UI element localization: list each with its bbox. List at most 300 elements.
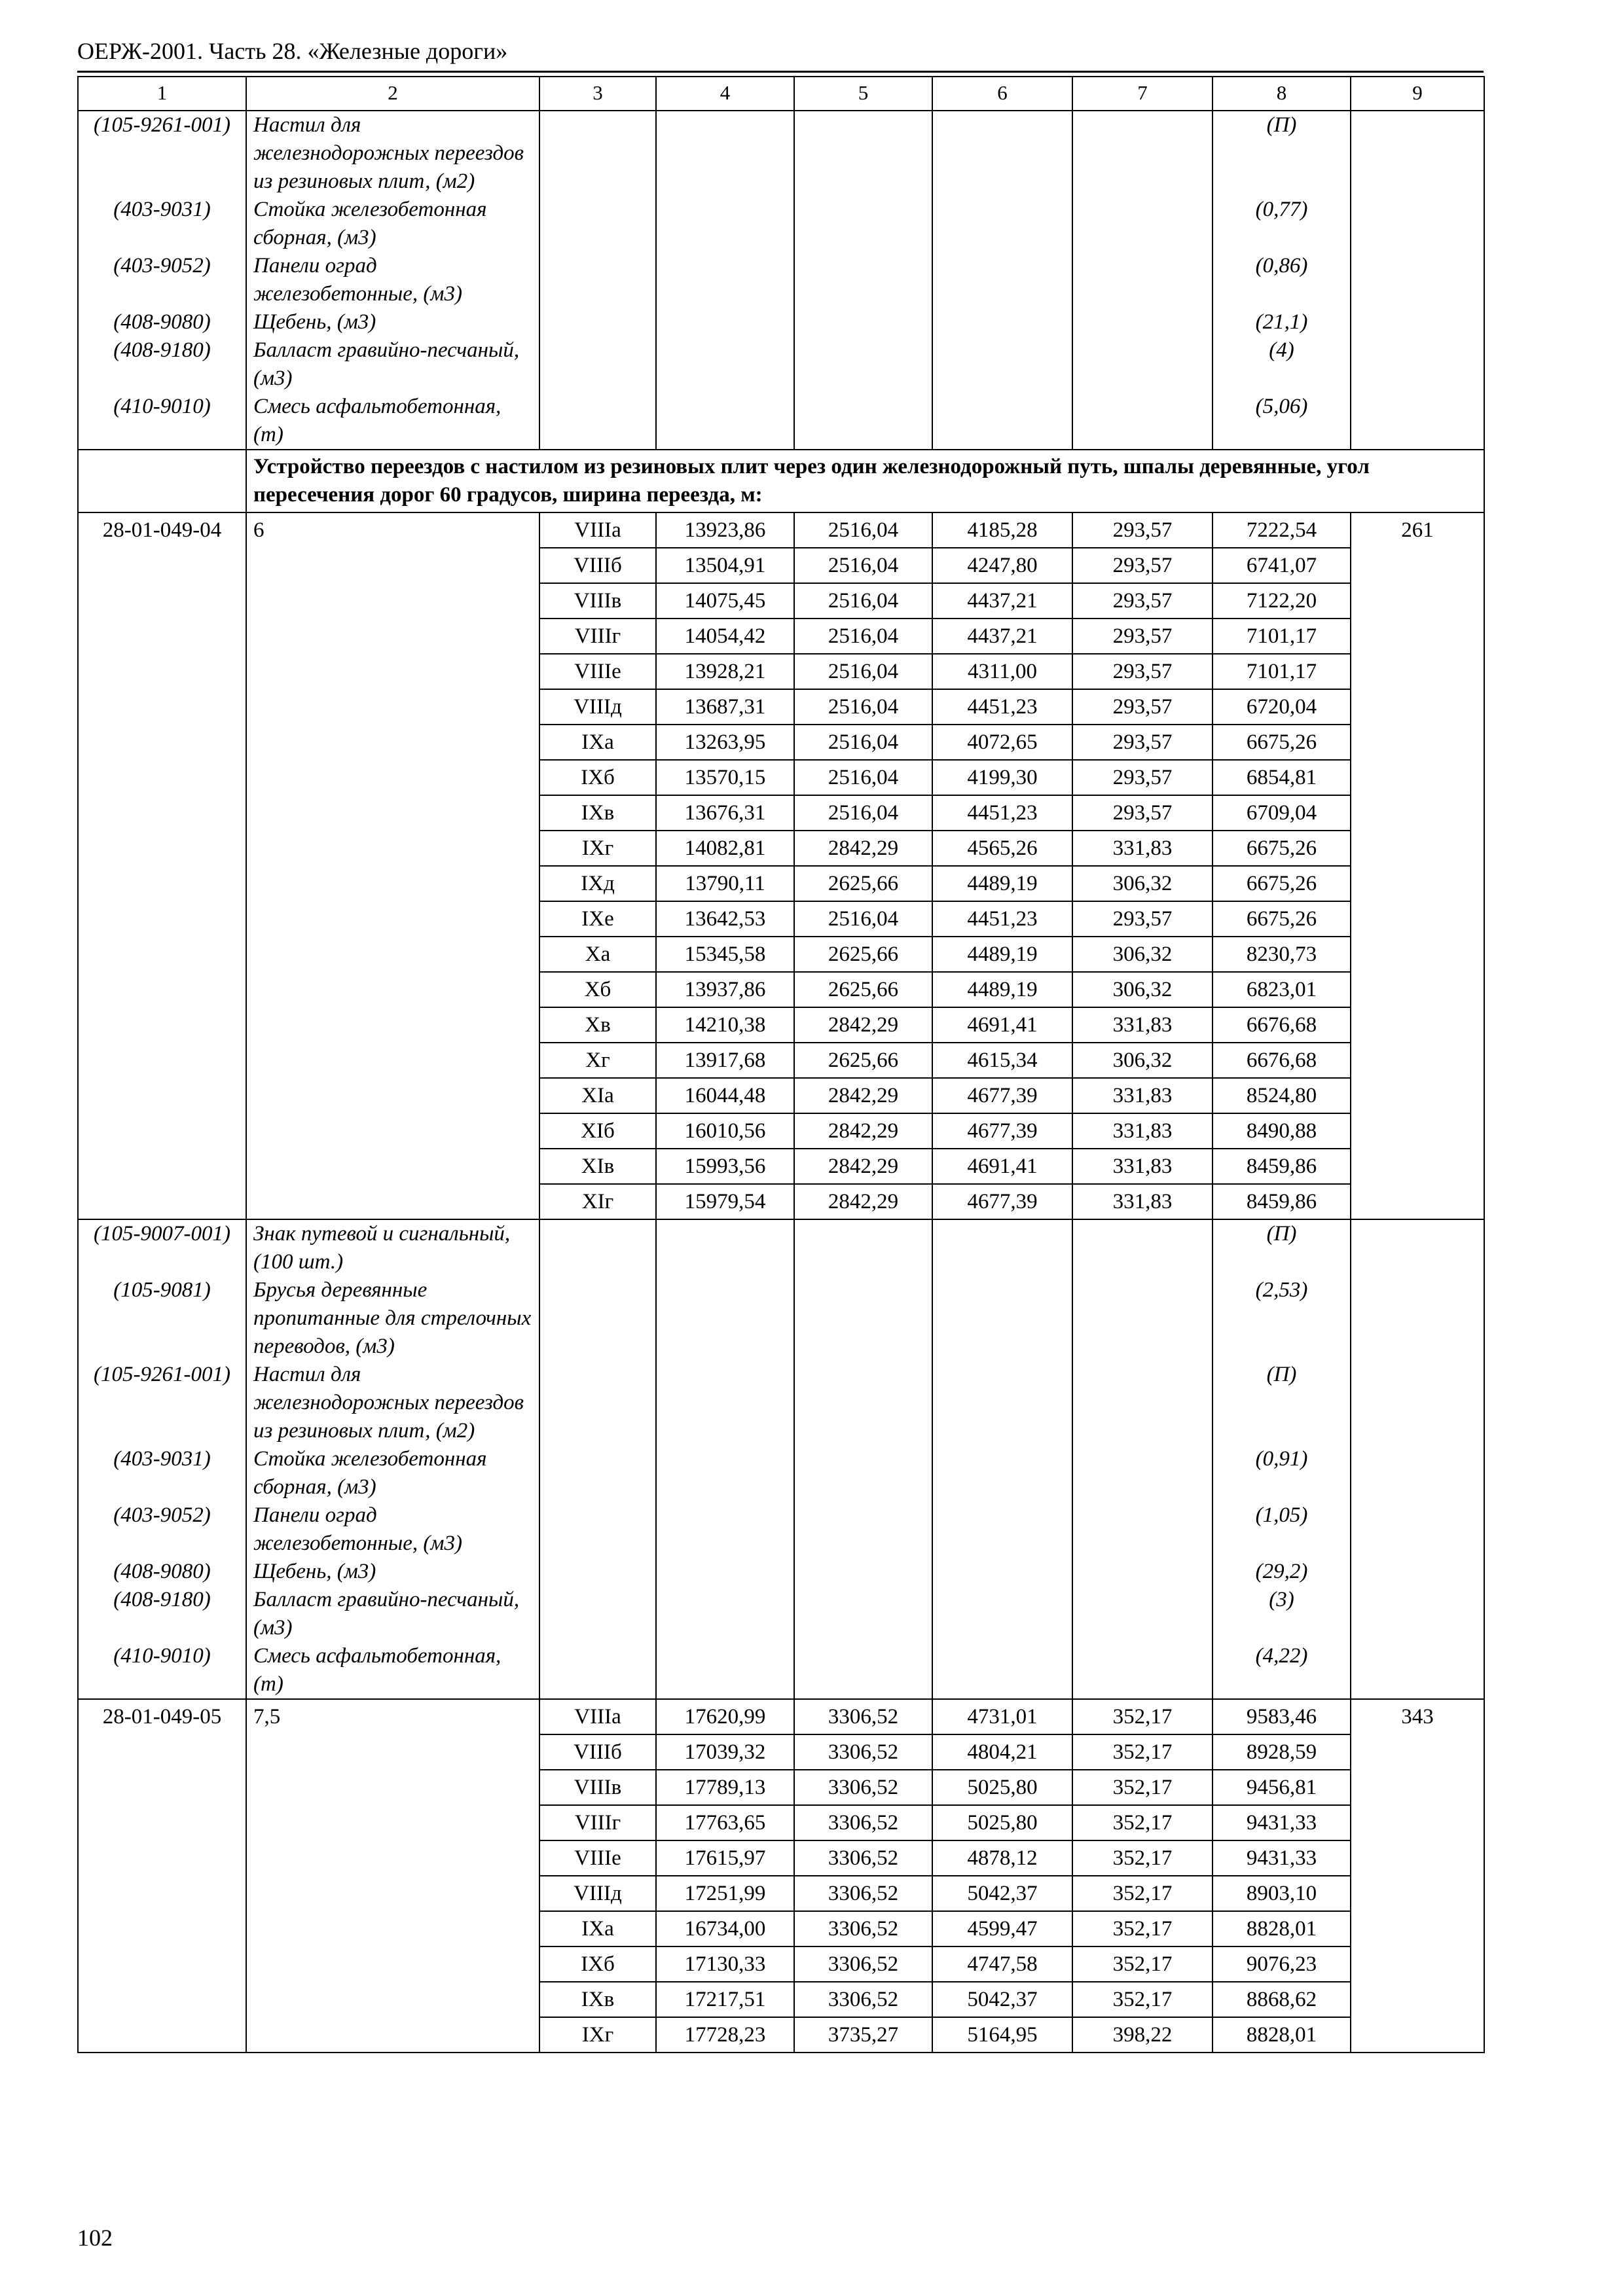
value-cell: 8459,86 <box>1213 1149 1351 1184</box>
empty-cell <box>1072 252 1213 308</box>
crossing-width <box>246 1149 539 1184</box>
resource-row <box>78 1501 1484 1558</box>
value-cell: 17130,33 <box>656 1946 794 1982</box>
value-cell: 4878,12 <box>932 1840 1072 1876</box>
empty-cell <box>932 1586 1072 1642</box>
crossing-width: 7,5 <box>246 1699 539 1734</box>
empty-cell <box>539 111 656 196</box>
crossing-width <box>246 1946 539 1982</box>
table-row <box>78 795 1484 831</box>
empty-cell <box>1072 1219 1213 1276</box>
value-cell: 17039,32 <box>656 1734 794 1770</box>
value-cell: 5042,37 <box>932 1982 1072 2017</box>
zone-cell: VIIIг <box>539 619 656 654</box>
resource-name: Балласт гравийно-песчаный, (м3) <box>246 336 539 393</box>
resource-quantity: (П) <box>1213 1361 1351 1445</box>
column-9-value <box>1351 725 1484 760</box>
rate-code <box>78 548 246 583</box>
value-cell: 293,57 <box>1072 795 1213 831</box>
zone-cell: VIIIa <box>539 512 656 548</box>
zone-cell: VIIIa <box>539 1699 656 1734</box>
column-9-value <box>1351 901 1484 937</box>
zone-cell: IXб <box>539 1946 656 1982</box>
value-cell: 17251,99 <box>656 1876 794 1911</box>
crossing-width <box>246 689 539 725</box>
value-cell: 2516,04 <box>794 760 932 795</box>
column-9-value <box>1351 1734 1484 1770</box>
value-cell: 4691,41 <box>932 1007 1072 1043</box>
empty-cell <box>932 1361 1072 1445</box>
empty-cell <box>1351 308 1484 336</box>
table-row <box>78 548 1484 583</box>
value-cell: 293,57 <box>1072 512 1213 548</box>
value-cell: 8524,80 <box>1213 1078 1351 1113</box>
table-row <box>78 1043 1484 1078</box>
resource-code: (410-9010) <box>78 393 246 450</box>
rate-code <box>78 1113 246 1149</box>
value-cell: 2516,04 <box>794 512 932 548</box>
value-cell: 4489,19 <box>932 937 1072 972</box>
empty-cell <box>539 336 656 393</box>
resource-quantity: (П) <box>1213 111 1351 196</box>
value-cell: 331,83 <box>1072 1113 1213 1149</box>
resource-row <box>78 393 1484 450</box>
value-cell: 2842,29 <box>794 1113 932 1149</box>
empty-cell <box>794 1445 932 1501</box>
value-cell: 306,32 <box>1072 972 1213 1007</box>
crossing-width <box>246 1734 539 1770</box>
value-cell: 8828,01 <box>1213 2017 1351 2053</box>
column-9-value <box>1351 548 1484 583</box>
empty-cell <box>794 1219 932 1276</box>
rate-code <box>78 1840 246 1876</box>
value-cell: 5164,95 <box>932 2017 1072 2053</box>
value-cell: 13937,86 <box>656 972 794 1007</box>
empty-cell <box>794 252 932 308</box>
resource-row <box>78 111 1484 196</box>
rate-code: 28-01-049-04 <box>78 512 246 548</box>
value-cell: 2842,29 <box>794 1078 932 1113</box>
empty-cell <box>1072 393 1213 450</box>
column-9-value <box>1351 1876 1484 1911</box>
value-cell: 13917,68 <box>656 1043 794 1078</box>
value-cell: 6854,81 <box>1213 760 1351 795</box>
zone-cell: VIIIв <box>539 1770 656 1805</box>
crossing-width <box>246 1840 539 1876</box>
resource-row <box>78 1361 1484 1445</box>
column-header: 6 <box>932 77 1072 111</box>
value-cell: 6720,04 <box>1213 689 1351 725</box>
rate-code <box>78 937 246 972</box>
empty-cell <box>1072 1501 1213 1558</box>
empty-cell <box>932 336 1072 393</box>
resource-row <box>78 1445 1484 1501</box>
empty-cell <box>794 336 932 393</box>
value-cell: 15993,56 <box>656 1149 794 1184</box>
empty-cell <box>794 1361 932 1445</box>
value-cell: 306,32 <box>1072 1043 1213 1078</box>
resource-row <box>78 196 1484 252</box>
empty-cell <box>656 111 794 196</box>
value-cell: 4565,26 <box>932 831 1072 866</box>
zone-cell: VIIIб <box>539 548 656 583</box>
table-row <box>78 654 1484 689</box>
value-cell: 8459,86 <box>1213 1184 1351 1219</box>
resource-name: Знак путевой и сигнальный, (100 шт.) <box>246 1219 539 1276</box>
empty-cell <box>539 1586 656 1642</box>
rate-code <box>78 1184 246 1219</box>
rate-code <box>78 1043 246 1078</box>
value-cell: 352,17 <box>1072 1982 1213 2017</box>
value-cell: 6675,26 <box>1213 831 1351 866</box>
value-cell: 352,17 <box>1072 1840 1213 1876</box>
value-cell: 4451,23 <box>932 689 1072 725</box>
value-cell: 331,83 <box>1072 1149 1213 1184</box>
empty-cell <box>932 1642 1072 1699</box>
empty-cell <box>794 393 932 450</box>
empty-cell <box>656 1445 794 1501</box>
value-cell: 8490,88 <box>1213 1113 1351 1149</box>
value-cell: 4451,23 <box>932 795 1072 831</box>
section-title-row <box>78 450 1484 512</box>
zone-cell: Xг <box>539 1043 656 1078</box>
value-cell: 15345,58 <box>656 937 794 972</box>
value-cell: 6823,01 <box>1213 972 1351 1007</box>
resource-name: Стойка железобетонная сборная, (м3) <box>246 196 539 252</box>
empty-cell <box>656 196 794 252</box>
value-cell: 4072,65 <box>932 725 1072 760</box>
resource-code: (105-9007-001) <box>78 1219 246 1276</box>
value-cell: 5025,80 <box>932 1770 1072 1805</box>
column-9-value <box>1351 1911 1484 1946</box>
value-cell: 293,57 <box>1072 583 1213 619</box>
table-row <box>78 866 1484 901</box>
table-row <box>78 1078 1484 1113</box>
column-9-value <box>1351 937 1484 972</box>
table-row <box>78 760 1484 795</box>
value-cell: 4451,23 <box>932 901 1072 937</box>
value-cell: 13676,31 <box>656 795 794 831</box>
empty-cell <box>539 1642 656 1699</box>
value-cell: 2516,04 <box>794 795 932 831</box>
value-cell: 7222,54 <box>1213 512 1351 548</box>
value-cell: 4437,21 <box>932 619 1072 654</box>
value-cell: 306,32 <box>1072 937 1213 972</box>
rate-code <box>78 1911 246 1946</box>
crossing-width <box>246 1113 539 1149</box>
value-cell: 6676,68 <box>1213 1007 1351 1043</box>
zone-cell: VIIIд <box>539 1876 656 1911</box>
crossing-width <box>246 760 539 795</box>
value-cell: 331,83 <box>1072 1184 1213 1219</box>
crossing-width <box>246 901 539 937</box>
value-cell: 17217,51 <box>656 1982 794 2017</box>
value-cell: 306,32 <box>1072 866 1213 901</box>
value-cell: 2842,29 <box>794 831 932 866</box>
empty-cell <box>794 1558 932 1586</box>
value-cell: 14082,81 <box>656 831 794 866</box>
value-cell: 3306,52 <box>794 1982 932 2017</box>
value-cell: 2842,29 <box>794 1149 932 1184</box>
column-9-value <box>1351 1043 1484 1078</box>
table-row <box>78 1982 1484 2017</box>
value-cell: 15979,54 <box>656 1184 794 1219</box>
value-cell: 2625,66 <box>794 972 932 1007</box>
value-cell: 3306,52 <box>794 1911 932 1946</box>
zone-cell: VIIIб <box>539 1734 656 1770</box>
resource-name: Смесь асфальтобетонная, (т) <box>246 1642 539 1699</box>
value-cell: 6709,04 <box>1213 795 1351 831</box>
empty-cell <box>656 393 794 450</box>
resource-code: (403-9052) <box>78 252 246 308</box>
zone-cell: Xa <box>539 937 656 972</box>
zone-cell: Xб <box>539 972 656 1007</box>
empty-cell <box>794 1276 932 1361</box>
empty-cell <box>1351 196 1484 252</box>
value-cell: 352,17 <box>1072 1911 1213 1946</box>
value-cell: 3306,52 <box>794 1734 932 1770</box>
value-cell: 13642,53 <box>656 901 794 937</box>
crossing-width <box>246 1911 539 1946</box>
column-9-value <box>1351 760 1484 795</box>
column-9-value <box>1351 831 1484 866</box>
crossing-width <box>246 1078 539 1113</box>
value-cell: 3306,52 <box>794 1805 932 1840</box>
column-9-value <box>1351 1149 1484 1184</box>
resource-quantity: (21,1) <box>1213 308 1351 336</box>
value-cell: 7122,20 <box>1213 583 1351 619</box>
crossing-width <box>246 972 539 1007</box>
resource-code: (408-9080) <box>78 308 246 336</box>
empty-cell <box>932 196 1072 252</box>
value-cell: 8903,10 <box>1213 1876 1351 1911</box>
column-9-value <box>1351 866 1484 901</box>
table-row <box>78 972 1484 1007</box>
crossing-width <box>246 937 539 972</box>
value-cell: 4489,19 <box>932 866 1072 901</box>
table-row <box>78 831 1484 866</box>
resource-code: (408-9080) <box>78 1558 246 1586</box>
value-cell: 8230,73 <box>1213 937 1351 972</box>
table-row <box>78 689 1484 725</box>
rate-code <box>78 901 246 937</box>
column-9-value <box>1351 795 1484 831</box>
value-cell: 6675,26 <box>1213 866 1351 901</box>
resource-quantity: (4,22) <box>1213 1642 1351 1699</box>
value-cell: 5042,37 <box>932 1876 1072 1911</box>
crossing-width <box>246 866 539 901</box>
zone-cell: XIб <box>539 1113 656 1149</box>
empty-cell <box>1351 393 1484 450</box>
table-row <box>78 512 1484 548</box>
page-number: 102 <box>77 2225 113 2251</box>
empty-cell <box>656 252 794 308</box>
empty-cell <box>932 1558 1072 1586</box>
resource-quantity: (0,91) <box>1213 1445 1351 1501</box>
empty-cell <box>1072 196 1213 252</box>
value-cell: 2516,04 <box>794 654 932 689</box>
column-9-value <box>1351 619 1484 654</box>
zone-cell: IXб <box>539 760 656 795</box>
value-cell: 352,17 <box>1072 1770 1213 1805</box>
table-row <box>78 1734 1484 1770</box>
value-cell: 331,83 <box>1072 1078 1213 1113</box>
value-cell: 16044,48 <box>656 1078 794 1113</box>
value-cell: 6741,07 <box>1213 548 1351 583</box>
rate-code <box>78 1805 246 1840</box>
value-cell: 4311,00 <box>932 654 1072 689</box>
rate-code <box>78 1149 246 1184</box>
value-cell: 293,57 <box>1072 548 1213 583</box>
column-9-value <box>1351 1840 1484 1876</box>
value-cell: 17615,97 <box>656 1840 794 1876</box>
value-cell: 16734,00 <box>656 1911 794 1946</box>
column-9-value <box>1351 583 1484 619</box>
empty-cell <box>539 1219 656 1276</box>
value-cell: 6675,26 <box>1213 725 1351 760</box>
crossing-width <box>246 1805 539 1840</box>
table-row <box>78 937 1484 972</box>
value-cell: 9431,33 <box>1213 1805 1351 1840</box>
value-cell: 4731,01 <box>932 1699 1072 1734</box>
column-9-value: 343 <box>1351 1699 1484 1734</box>
column-9-value <box>1351 1113 1484 1149</box>
value-cell: 4804,21 <box>932 1734 1072 1770</box>
table-row <box>78 1113 1484 1149</box>
empty-cell <box>794 308 932 336</box>
zone-cell: IXг <box>539 2017 656 2053</box>
value-cell: 13263,95 <box>656 725 794 760</box>
resource-name: Балласт гравийно-песчаный, (м3) <box>246 1586 539 1642</box>
empty-cell <box>1072 1558 1213 1586</box>
value-cell: 8928,59 <box>1213 1734 1351 1770</box>
rate-code <box>78 1734 246 1770</box>
empty-cell <box>1072 1445 1213 1501</box>
column-header: 8 <box>1213 77 1351 111</box>
table-row <box>78 1770 1484 1805</box>
zone-cell: XIг <box>539 1184 656 1219</box>
value-cell: 9583,46 <box>1213 1699 1351 1734</box>
empty-cell <box>1072 111 1213 196</box>
column-9-value: 261 <box>1351 512 1484 548</box>
rate-code <box>78 831 246 866</box>
value-cell: 4599,47 <box>932 1911 1072 1946</box>
rate-code <box>78 654 246 689</box>
empty-cell <box>656 1361 794 1445</box>
value-cell: 7101,17 <box>1213 654 1351 689</box>
empty-cell <box>1072 1276 1213 1361</box>
rate-code <box>78 725 246 760</box>
value-cell: 17728,23 <box>656 2017 794 2053</box>
resource-row <box>78 1219 1484 1276</box>
value-cell: 9076,23 <box>1213 1946 1351 1982</box>
empty-cell <box>1072 1642 1213 1699</box>
value-cell: 6676,68 <box>1213 1043 1351 1078</box>
table-row <box>78 619 1484 654</box>
value-cell: 293,57 <box>1072 689 1213 725</box>
value-cell: 2625,66 <box>794 937 932 972</box>
value-cell: 2516,04 <box>794 901 932 937</box>
resource-row <box>78 1276 1484 1361</box>
value-cell: 352,17 <box>1072 1699 1213 1734</box>
value-cell: 293,57 <box>1072 725 1213 760</box>
rate-code <box>78 2017 246 2053</box>
column-9-value <box>1351 1770 1484 1805</box>
value-cell: 4199,30 <box>932 760 1072 795</box>
crossing-width <box>246 1007 539 1043</box>
zone-cell: VIIIe <box>539 654 656 689</box>
value-cell: 9431,33 <box>1213 1840 1351 1876</box>
resource-code: (403-9031) <box>78 196 246 252</box>
crossing-width <box>246 1184 539 1219</box>
value-cell: 352,17 <box>1072 1876 1213 1911</box>
zone-cell: VIIIд <box>539 689 656 725</box>
empty-cell <box>932 111 1072 196</box>
crossing-width <box>246 619 539 654</box>
resource-name: Смесь асфальтобетонная, (т) <box>246 393 539 450</box>
value-cell: 4489,19 <box>932 972 1072 1007</box>
value-cell: 2625,66 <box>794 1043 932 1078</box>
empty-cell <box>932 1501 1072 1558</box>
empty-cell <box>794 1642 932 1699</box>
resource-code: (403-9031) <box>78 1445 246 1501</box>
empty-cell <box>539 1558 656 1586</box>
empty-cell <box>656 1586 794 1642</box>
table-row <box>78 901 1484 937</box>
value-cell: 2516,04 <box>794 548 932 583</box>
empty-cell <box>656 1558 794 1586</box>
column-9-value <box>1351 1805 1484 1840</box>
value-cell: 14210,38 <box>656 1007 794 1043</box>
value-cell: 352,17 <box>1072 1946 1213 1982</box>
column-9-value <box>1351 1007 1484 1043</box>
column-9-value <box>1351 972 1484 1007</box>
resource-name: Настил для железнодорожных переездов из резиновых плит, (м2) <box>246 1361 539 1445</box>
empty-cell <box>1351 1642 1484 1699</box>
rate-code <box>78 1007 246 1043</box>
rate-code <box>78 972 246 1007</box>
empty-cell <box>539 1501 656 1558</box>
resource-name: Настил для железнодорожных переездов из резиновых плит, (м2) <box>246 111 539 196</box>
value-cell: 6675,26 <box>1213 901 1351 937</box>
value-cell: 2516,04 <box>794 583 932 619</box>
value-cell: 7101,17 <box>1213 619 1351 654</box>
rate-code <box>78 866 246 901</box>
empty-cell <box>539 1361 656 1445</box>
value-cell: 2842,29 <box>794 1007 932 1043</box>
value-cell: 16010,56 <box>656 1113 794 1149</box>
empty-cell <box>1351 1276 1484 1361</box>
table-body <box>78 77 1484 2053</box>
table-row <box>78 1007 1484 1043</box>
empty-cell <box>656 1276 794 1361</box>
empty-cell <box>656 1642 794 1699</box>
table-row <box>78 2017 1484 2053</box>
crossing-width <box>246 583 539 619</box>
value-cell: 2516,04 <box>794 619 932 654</box>
resource-row <box>78 1642 1484 1699</box>
resource-row <box>78 336 1484 393</box>
resource-row <box>78 308 1484 336</box>
empty-cell <box>78 450 246 512</box>
rate-code <box>78 760 246 795</box>
crossing-width <box>246 1043 539 1078</box>
value-cell: 13687,31 <box>656 689 794 725</box>
column-header: 7 <box>1072 77 1213 111</box>
resource-quantity: (1,05) <box>1213 1501 1351 1558</box>
rates-table <box>77 76 1485 2053</box>
value-cell: 2842,29 <box>794 1184 932 1219</box>
